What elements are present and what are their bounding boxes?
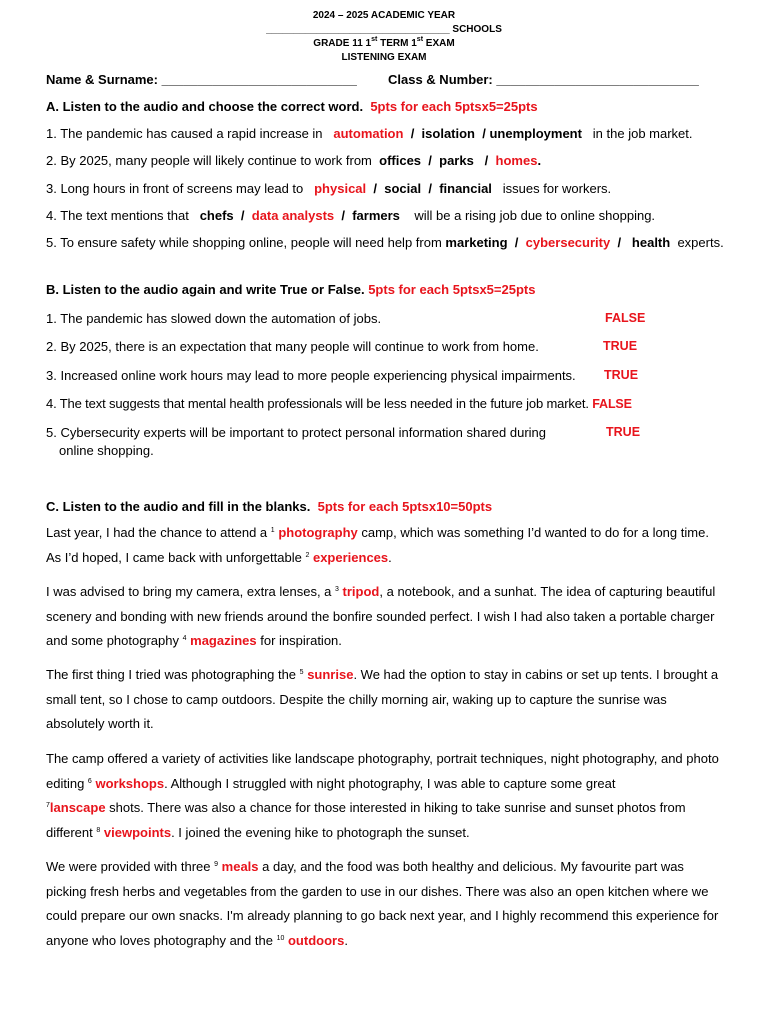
section-a-q3: 3. Long hours in front of screens may lead to physical / social / financial issues for workers. bbox=[46, 181, 612, 196]
section-b-a1: FALSE bbox=[605, 311, 646, 325]
section-b-q3: 3. Increased online work hours may lead to more people experiencing physical impairments. bbox=[46, 368, 576, 383]
section-a-q1: 1. The pandemic has caused a rapid increase in automation / isolation / unemployment in the job market. bbox=[46, 126, 693, 141]
schools-line: _________________________________ SCHOOLS bbox=[266, 24, 502, 35]
section-c-paragraph-3: The first thing I tried was photographing the $^5$ sunrise. We had the option to stay in cabins or set up tents. I brought a small tent, so I chose to camp outdoors. Despite the chilly morning air, waking up to capture the sunrise was absolutely worth it. bbox=[46, 667, 719, 731]
class-field[interactable]: Class & Number: ____________________________ bbox=[388, 72, 699, 87]
section-a-title: A. Listen to the audio and choose the correct word. 5pts for each 5ptsx5=25pts bbox=[46, 99, 538, 114]
name-field[interactable]: Name & Surname: ___________________________ bbox=[46, 72, 357, 87]
exam-type: LISTENING EXAM bbox=[341, 52, 427, 63]
section-a-q2: 2. By 2025, many people will likely continue to work from offices / parks / homes. bbox=[46, 153, 542, 168]
academic-year: 2024 – 2025 ACADEMIC YEAR bbox=[312, 10, 456, 21]
section-a-q4: 4. The text mentions that chefs / data analysts / farmers will be a rising job due to online shopping. bbox=[46, 208, 656, 223]
section-b-title: B. Listen to the audio again and write True or False. 5pts for each 5ptsx5=25pts bbox=[46, 282, 536, 297]
section-c-paragraph-2: I was advised to bring my camera, extra lenses, a $^3$ tripod, a notebook, and a sunhat. The idea of capturing beautiful scenery and bonding with new friends around the bonfire sounded perfect. I wish I had also taken a portable charger and some photography $^4$ magazines for inspiration. bbox=[46, 584, 716, 648]
section-c-paragraph-5: We were provided with three $^9$ meals a day, and the food was both healthy and delicious. My favourite part was picking fresh herbs and vegetables from the garden to use in our dishes. There was also an open kitchen where we could prepare our own snacks. I'm already planning to go back next year, and I highly recommend this experience for anyone who loves photography and the $^{10}$ outdoors. bbox=[46, 859, 719, 948]
section-b-a3: TRUE bbox=[604, 368, 639, 382]
section-b-q5: 5. Cybersecurity experts will be important to protect personal information shared during bbox=[46, 425, 547, 440]
section-b-a2: TRUE bbox=[603, 339, 638, 353]
section-a-q5: 5. To ensure safety while shopping online, people will need help from marketing / cybersecurity / health experts. bbox=[46, 235, 724, 250]
section-b-q4: 4. The text suggests that mental health professionals will be less needed in the future job market. FALSE bbox=[46, 396, 632, 411]
section-b-a5: TRUE bbox=[606, 425, 641, 439]
section-b-q2: 2. By 2025, there is an expectation that many people will continue to work from home. bbox=[46, 339, 539, 354]
exam-title: GRADE 11 1st TERM 1st EXAM bbox=[313, 36, 455, 49]
section-c-paragraph-4: The camp offered a variety of activities like landscape photography, portrait techniques, night photography, and photo editing $^6$ workshops. Although I struggled with night photography, I was able to capture some great $^7$lanscape shots. There was also a chance for those interested in hiking to take sunrise and sunset photos from different $^8$ viewpoints. I joined the evening hike to photograph the sunset. bbox=[46, 751, 719, 840]
section-b-a4: FALSE bbox=[592, 397, 632, 411]
section-b-q1: 1. The pandemic has slowed down the automation of jobs. bbox=[46, 311, 382, 326]
section-c-paragraph-1: Last year, I had the chance to attend a $^1$ photography camp, which was something I’d wanted to do for a long time. As I’d hoped, I came back with unforgettable $^2$ experiences. bbox=[46, 525, 709, 565]
section-c-title: C. Listen to the audio and fill in the blanks. 5pts for each 5ptsx10=50pts bbox=[46, 499, 493, 514]
section-b-q5-cont: online shopping. bbox=[59, 443, 154, 458]
